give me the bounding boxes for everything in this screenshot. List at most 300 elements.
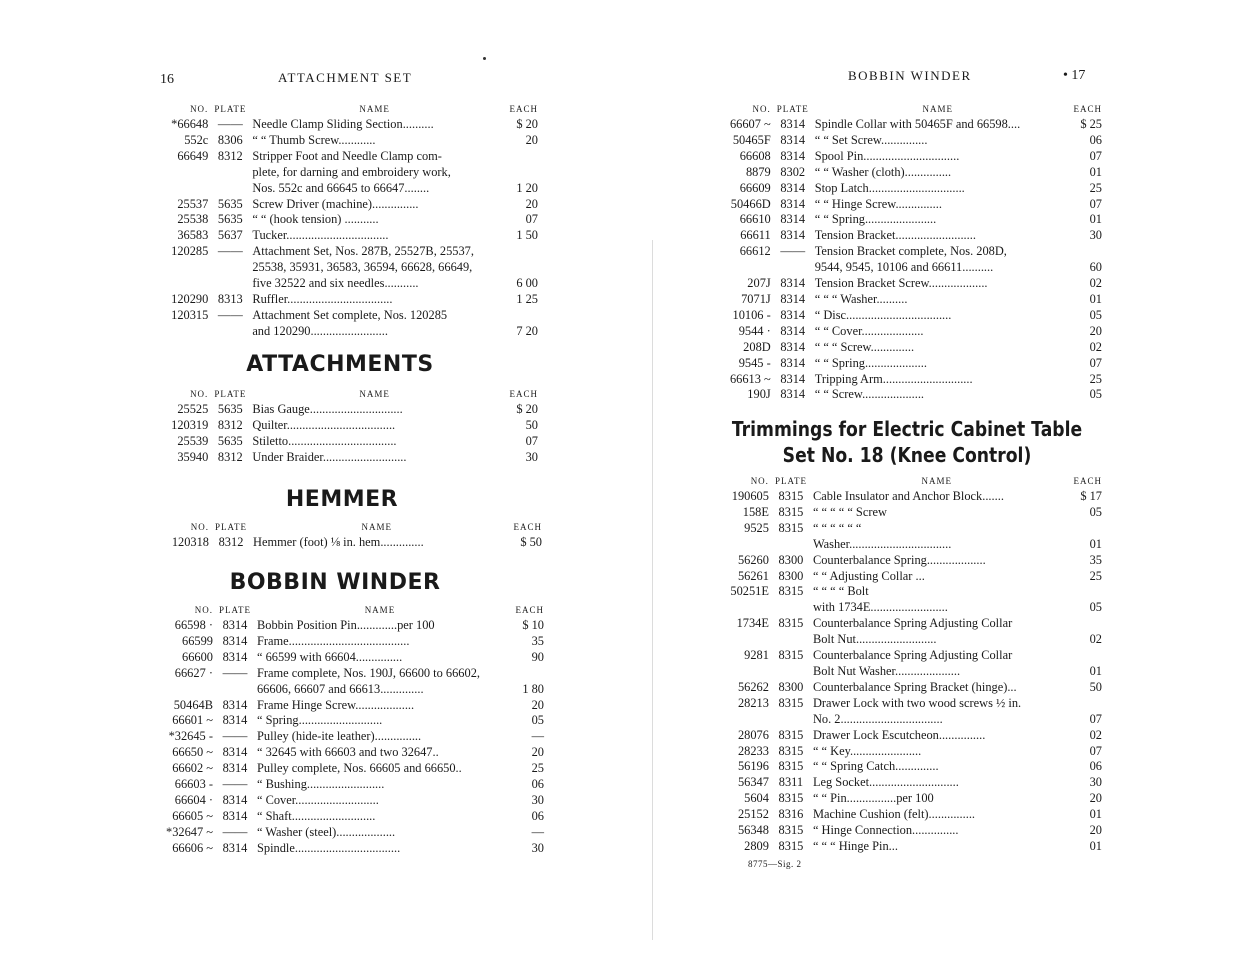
cell-name: Spool Pin...............................	[814, 148, 960, 163]
table-row	[166, 745, 544, 761]
cell-name: Needle Clamp Sliding Section..........	[252, 117, 434, 131]
cell-each	[1061, 696, 1102, 712]
cell-each: $ 17	[1080, 489, 1102, 503]
cell-plate: 8300	[778, 568, 804, 583]
cell-each: 01	[1089, 807, 1102, 822]
cell-name: 9544, 9545, 10106 and 66611..........	[814, 260, 994, 275]
cell-name: Counterbalance Spring...................	[812, 552, 986, 567]
cell-name: Tucker.................................	[252, 228, 389, 243]
bobbin-winder-continued-table	[724, 102, 1102, 403]
table-row	[722, 696, 1102, 712]
cell-no	[722, 600, 775, 616]
header-plate: PLATE	[776, 104, 809, 114]
cell-no: 66599	[182, 633, 213, 648]
cell-name: “ “ Spring Catch..............	[812, 759, 939, 774]
cell-each: 06	[1089, 759, 1102, 774]
cell-plate: 8315	[778, 584, 804, 599]
cell-each: 25	[1089, 371, 1102, 386]
cell-each: 02	[1089, 632, 1102, 647]
table-row	[724, 372, 1102, 388]
cell-no: 5604	[744, 791, 769, 806]
cell-no: 35940	[177, 449, 209, 464]
cell-each: —	[531, 824, 544, 839]
cell-no	[162, 165, 214, 181]
cell-plate	[219, 682, 257, 698]
table-row	[724, 181, 1102, 197]
cell-plate: 8314	[222, 713, 248, 728]
cell-plate	[775, 632, 813, 648]
cell-no: 66606 ~	[172, 840, 213, 855]
cell-no	[162, 260, 214, 276]
cell-name: “ “ “ “ Bolt	[812, 584, 869, 599]
cell-name: Counterbalance Spring Adjusting Collar	[812, 648, 1013, 663]
cell-each: 01	[1089, 838, 1102, 853]
trimmings-title-line2: Set No. 18 (Knee Control)	[782, 443, 1032, 467]
cell-name: “ “ Spring....................	[814, 355, 927, 370]
cell-each: 07	[525, 433, 538, 448]
header-no: NO.	[750, 476, 769, 486]
cell-no: 66612	[739, 244, 771, 259]
cell-name: Hemmer (foot) ⅛ in. hem..............	[253, 535, 424, 549]
cell-plate	[775, 600, 813, 616]
cell-plate: 8314	[222, 697, 248, 712]
table-row	[722, 648, 1102, 664]
cell-plate: 8302	[780, 164, 806, 179]
cell-name: “ “ Thumb Screw............	[252, 132, 376, 147]
left-page	[0, 0, 617, 954]
cell-name: “ “ Adjusting Collar ...	[812, 568, 925, 583]
cell-each: 01	[1089, 663, 1102, 678]
header-name: NAME	[359, 104, 390, 114]
cell-name: Under Braider...........................	[252, 449, 407, 464]
cell-plate: 5637	[217, 228, 243, 243]
cell-name: Tension Bracket..........................	[814, 228, 976, 243]
cell-name: Frame Hinge Screw...................	[256, 697, 415, 712]
cell-name: Attachment Set, Nos. 287B, 25527B, 25537,	[252, 244, 474, 259]
table-row	[162, 197, 538, 213]
trimmings-section	[722, 416, 1102, 855]
cell-no: 66608	[739, 148, 771, 163]
cell-name: “ Hinge Connection...............	[812, 823, 959, 838]
cell-each: 02	[1089, 727, 1102, 742]
cell-plate: 8312	[217, 148, 243, 163]
cell-each	[1061, 616, 1102, 632]
cell-no: 120315	[171, 307, 209, 322]
cell-plate: 5635	[217, 212, 243, 227]
cell-name: “ Shaft...........................	[256, 808, 376, 823]
table-row	[166, 761, 544, 777]
cell-name: “ “ Washer (cloth)...............	[814, 164, 952, 179]
table-row	[724, 133, 1102, 149]
cell-no: *32647 ~	[166, 824, 213, 839]
header-no: NO.	[190, 522, 209, 532]
cell-plate: 5635	[217, 196, 243, 211]
table-row	[162, 212, 538, 228]
cell-each: 06	[1089, 132, 1102, 147]
table-row	[166, 841, 544, 857]
cell-plate: 8306	[217, 132, 243, 147]
table-row	[722, 664, 1102, 680]
table-row	[724, 276, 1102, 292]
cell-each: 35	[1089, 552, 1102, 567]
cell-name: Tension Bracket Screw...................	[814, 276, 988, 291]
cell-each: 01	[1089, 536, 1102, 551]
header-name: NAME	[922, 104, 953, 114]
header-plate: PLATE	[214, 104, 247, 114]
cell-no: 120290	[171, 291, 209, 306]
hemmer-table	[162, 520, 542, 551]
cell-each: 05	[1089, 307, 1102, 322]
cell-name: Pulley complete, Nos. 66605 and 66650..	[256, 761, 462, 776]
cell-each: 06	[531, 777, 544, 792]
cell-name: Pulley (hide-ite leather)...............	[256, 729, 422, 744]
cell-no: 66607 ~	[729, 117, 771, 131]
table-row	[162, 133, 538, 149]
cell-each: 60	[1089, 260, 1102, 275]
cell-no: 66604 ·	[174, 792, 213, 807]
right-page	[618, 0, 1235, 954]
page-number-left: 16	[160, 72, 174, 87]
cell-each: 25	[531, 761, 544, 776]
cell-no: 50466D	[730, 196, 771, 211]
cell-name: plete, for darning and embroidery work,	[252, 164, 451, 179]
cell-each: 30	[1089, 775, 1102, 790]
cell-each: 05	[531, 713, 544, 728]
header-each: EACH	[513, 522, 542, 532]
cell-plate: ——	[217, 244, 243, 259]
cell-plate: 8316	[778, 807, 804, 822]
table-row	[162, 308, 538, 324]
cell-plate: 8314	[222, 808, 248, 823]
cell-each: 30	[531, 840, 544, 855]
cell-name: Machine Cushion (felt)...............	[812, 807, 976, 822]
cell-name: “ “ Key.......................	[812, 743, 922, 758]
table-row	[722, 505, 1102, 521]
cell-plate: 8314	[780, 180, 806, 195]
cell-no: 56260	[737, 552, 769, 567]
table-row	[724, 228, 1102, 244]
table-row	[162, 535, 542, 551]
table-row	[724, 117, 1102, 133]
cell-no: 56348	[737, 823, 769, 838]
cell-no: 207J	[747, 276, 771, 291]
cell-plate: 8314	[780, 228, 806, 243]
cell-each	[1061, 648, 1102, 664]
table-row	[722, 839, 1102, 855]
table-row	[724, 324, 1102, 340]
cell-each: 07	[1089, 148, 1102, 163]
cell-name: Counterbalance Spring Adjusting Collar	[812, 616, 1013, 631]
cell-each	[497, 165, 538, 181]
cell-each: 1 50	[516, 228, 538, 243]
cell-name: “ “ Set Screw...............	[814, 132, 928, 147]
header-name: NAME	[361, 522, 392, 532]
table-header-row	[722, 474, 1102, 489]
table-row	[724, 308, 1102, 324]
cell-plate: 8313	[217, 291, 243, 306]
header-plate: PLATE	[774, 476, 807, 486]
cell-each: 07	[1089, 355, 1102, 370]
cell-no: 9545 -	[738, 355, 771, 370]
cell-plate: 8314	[780, 212, 806, 227]
cell-each: 20	[525, 196, 538, 211]
table-row	[722, 537, 1102, 553]
cell-name: Frame complete, Nos. 190J, 66600 to 66602,	[256, 665, 480, 680]
cell-name: Drawer Lock with two wood screws ½ in.	[812, 695, 1022, 710]
cell-name: Nos. 552c and 66645 to 66647........	[252, 180, 430, 195]
table-row	[722, 680, 1102, 696]
cell-plate	[214, 276, 252, 292]
table-row	[722, 600, 1102, 616]
cell-plate: 8314	[780, 339, 806, 354]
table-row	[722, 807, 1102, 823]
table-row	[162, 276, 538, 292]
cell-name: “ “ “ “ “ “	[812, 520, 862, 535]
cell-plate: 8314	[222, 792, 248, 807]
cell-plate: 8315	[778, 838, 804, 853]
header-each: EACH	[1073, 476, 1102, 486]
cell-plate: ——	[222, 729, 248, 744]
cell-no: 1734E	[736, 616, 769, 631]
table-row	[166, 793, 544, 809]
cell-plate: 8314	[780, 148, 806, 163]
table-row	[722, 791, 1102, 807]
cell-name: “ “ “ Washer..........	[814, 291, 908, 306]
page-number-right-value: 17	[1071, 68, 1086, 83]
table-header-row	[724, 102, 1102, 117]
cell-no	[724, 260, 777, 276]
cell-no: 9544 ·	[738, 323, 771, 338]
page-number-right: • 17	[1063, 68, 1086, 83]
attachment-set-section	[162, 102, 538, 340]
header-each: EACH	[509, 389, 538, 399]
cell-no: 56261	[737, 568, 769, 583]
cell-no: 25525	[177, 402, 209, 416]
cell-no: 66649	[177, 148, 209, 163]
cell-name: “ Spring...........................	[256, 713, 383, 728]
cell-each: 6 00	[516, 276, 538, 291]
table-row	[162, 228, 538, 244]
cell-no: 190J	[747, 387, 771, 402]
cell-no: 158E	[742, 504, 769, 519]
print-speck	[483, 57, 486, 60]
table-row	[722, 553, 1102, 569]
cell-each: 20	[1089, 823, 1102, 838]
cell-name: “ “ “ “ “ Screw	[812, 504, 887, 519]
cell-each: 07	[1089, 196, 1102, 211]
cell-plate	[214, 165, 252, 181]
table-row	[722, 712, 1102, 728]
cell-no: 66605 ~	[172, 808, 213, 823]
table-row	[724, 244, 1102, 260]
cell-plate: 8315	[778, 759, 804, 774]
cell-name: Drawer Lock Escutcheon...............	[812, 727, 986, 742]
cell-each	[1061, 584, 1102, 600]
cell-plate: 8300	[778, 552, 804, 567]
cell-name: Bias Gauge..............................	[252, 402, 403, 416]
cell-each: 02	[1089, 339, 1102, 354]
cell-each: 1 20	[516, 180, 538, 195]
cell-name: “ “ “ Screw..............	[814, 339, 915, 354]
cell-plate: 8315	[778, 823, 804, 838]
cell-name: Cable Insulator and Anchor Block.......	[812, 489, 1004, 503]
cell-each: 50	[1089, 679, 1102, 694]
cell-each: 01	[1089, 164, 1102, 179]
cell-no: 66613 ~	[729, 371, 771, 386]
cell-name: Tripping Arm.............................	[814, 371, 973, 386]
cell-name: with 1734E.........................	[812, 600, 948, 615]
cell-no: 50464B	[173, 697, 213, 712]
bobbin-winder-table	[166, 603, 544, 857]
cell-no: 66603 -	[174, 777, 213, 792]
cell-plate: 8314	[222, 745, 248, 760]
cell-each	[497, 260, 538, 276]
table-row	[162, 418, 538, 434]
table-row	[166, 809, 544, 825]
cell-name: 66606, 66607 and 66613..............	[256, 681, 424, 696]
trimmings-title-line1: Trimmings for Electric Cabinet Table	[731, 417, 1083, 441]
cell-each: 25	[1089, 180, 1102, 195]
cell-name: Screw Driver (machine)...............	[252, 196, 419, 211]
table-row	[724, 387, 1102, 403]
attachments-table	[162, 387, 538, 466]
cell-no: 10106 -	[732, 307, 771, 322]
cell-no	[722, 712, 775, 728]
cell-plate: 8315	[778, 616, 804, 631]
table-row	[722, 569, 1102, 585]
cell-each: 20	[1089, 791, 1102, 806]
table-row	[724, 292, 1102, 308]
attachments-section	[162, 352, 538, 466]
cell-plate: 8315	[778, 727, 804, 742]
bobbin-winder-continued-section	[724, 102, 1102, 403]
cell-name: “ “ “ Hinge Pin...	[812, 838, 898, 853]
header-each: EACH	[509, 104, 538, 114]
cell-no: 25539	[177, 433, 209, 448]
cell-plate: ——	[217, 117, 243, 131]
cell-no: 2809	[744, 838, 769, 853]
cell-plate: 8312	[217, 417, 243, 432]
cell-name: Ruffler..................................	[252, 291, 393, 306]
table-row	[722, 616, 1102, 632]
table-row	[724, 149, 1102, 165]
cell-plate	[214, 260, 252, 276]
cell-plate	[775, 664, 813, 680]
cell-each: 30	[1089, 228, 1102, 243]
cell-no	[722, 632, 775, 648]
cell-each: 07	[525, 212, 538, 227]
cell-plate: 8314	[780, 323, 806, 338]
table-row	[722, 632, 1102, 648]
table-row	[162, 117, 538, 133]
cell-no: *32645 -	[168, 729, 213, 744]
running-head-left: ATTACHMENT SET	[278, 70, 413, 85]
cell-plate: 8315	[778, 791, 804, 806]
cell-no	[162, 276, 214, 292]
bobbin-winder-section	[166, 570, 544, 857]
cell-plate: 5635	[217, 402, 243, 416]
table-row	[162, 181, 538, 197]
cell-plate: 8314	[780, 387, 806, 402]
cell-plate: 8315	[778, 489, 804, 503]
cell-plate: 8314	[780, 276, 806, 291]
cell-plate: ——	[780, 244, 806, 259]
cell-no	[162, 324, 214, 340]
header-name: NAME	[359, 389, 390, 399]
cell-each: 7 20	[516, 323, 538, 338]
cell-plate: 8314	[780, 196, 806, 211]
trimmings-table	[722, 474, 1102, 855]
cell-each	[497, 308, 538, 324]
cell-each	[1061, 521, 1102, 537]
cell-no: 25152	[737, 807, 769, 822]
cell-plate: ——	[222, 777, 248, 792]
cell-each: 20	[531, 745, 544, 760]
cell-name: “ “ Pin................per 100	[812, 791, 934, 806]
attachments-title: ATTACHMENTS	[246, 352, 434, 377]
table-row	[724, 212, 1102, 228]
table-row	[162, 324, 538, 340]
cell-each: 1 25	[516, 291, 538, 306]
cell-plate: 8314	[780, 132, 806, 147]
cell-no: 56347	[737, 775, 769, 790]
cell-each: 07	[1089, 743, 1102, 758]
header-no: NO.	[752, 104, 771, 114]
header-plate: PLATE	[214, 389, 247, 399]
cell-no: 7071J	[741, 291, 771, 306]
table-row	[166, 682, 544, 698]
table-header-row	[166, 603, 544, 618]
cell-plate: 8314	[780, 117, 806, 131]
header-plate: PLATE	[218, 605, 251, 615]
cell-plate: 8300	[778, 679, 804, 694]
cell-name: “ “ Cover....................	[814, 323, 924, 338]
cell-name: “ “ (hook tension) ...........	[252, 212, 379, 227]
cell-no: 56196	[737, 759, 769, 774]
cell-no: 120285	[171, 244, 209, 259]
cell-no: 28076	[737, 727, 769, 742]
table-row	[722, 728, 1102, 744]
table-row	[166, 698, 544, 714]
cell-no: 66627 ·	[174, 665, 213, 680]
cell-name: Frame.......................................	[256, 633, 410, 648]
table-row	[722, 744, 1102, 760]
table-row	[162, 244, 538, 260]
cell-name: Bolt Nut..........................	[812, 632, 937, 647]
cell-no: 190605	[731, 489, 769, 503]
cell-name: Bolt Nut Washer.....................	[812, 663, 961, 678]
table-row	[722, 823, 1102, 839]
cell-plate: 8315	[778, 648, 804, 663]
table-row	[724, 197, 1102, 213]
header-each: EACH	[1073, 104, 1102, 114]
cell-name: “ 66599 with 66604...............	[256, 649, 403, 664]
bobbin-winder-title: BOBBIN WINDER	[229, 570, 441, 595]
cell-each: —	[531, 729, 544, 744]
cell-each	[497, 244, 538, 260]
cell-each: $ 50	[520, 535, 542, 549]
cell-each: 05	[1089, 600, 1102, 615]
table-row	[722, 584, 1102, 600]
table-row	[724, 260, 1102, 276]
table-row	[166, 777, 544, 793]
cell-no: 66650 ~	[172, 745, 213, 760]
cell-plate: 8314	[222, 633, 248, 648]
cell-name: Washer.................................	[812, 536, 952, 551]
cell-plate: 8314	[222, 618, 248, 632]
table-row	[162, 402, 538, 418]
cell-no	[722, 664, 775, 680]
